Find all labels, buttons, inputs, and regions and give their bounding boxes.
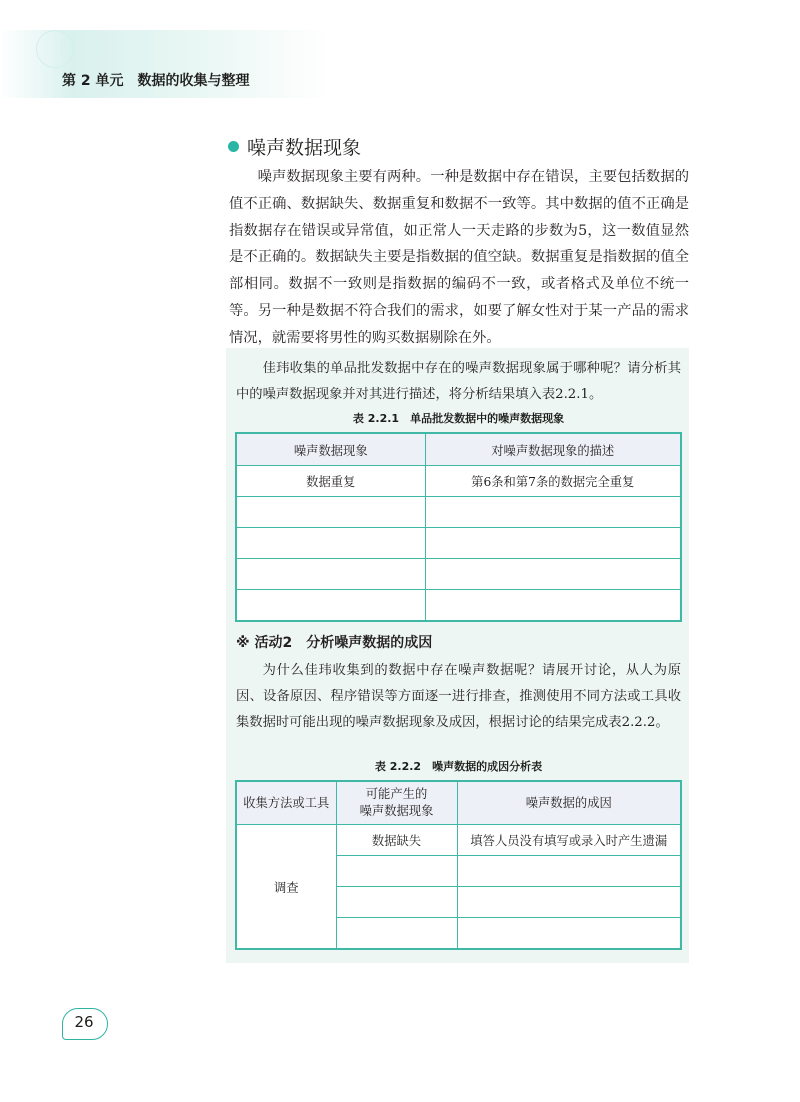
table-cell[interactable] [457, 856, 681, 887]
table-row [236, 528, 681, 559]
table-cell[interactable] [336, 887, 457, 918]
table-header-cell: 收集方法或工具 [236, 781, 336, 825]
table-cell[interactable] [425, 497, 681, 528]
decorative-circle-icon [60, 30, 98, 68]
table-cell[interactable] [236, 559, 425, 590]
activity2-body: 为什么佳玮收集到的数据中存在噪声数据呢？请展开讨论，从人为原因、设备原因、程序错误等方面逐一进行排查，推测使用不同方法或工具收集数据时可能出现的噪声数据现象及成因，根据讨论的结果完成表2.2.2。 [236, 663, 681, 730]
table-cell[interactable] [236, 528, 425, 559]
table-cell[interactable] [336, 856, 457, 887]
table-header-row [236, 433, 681, 466]
activity2-title: ※ 活动2 分析噪声数据的成因 [236, 635, 433, 651]
table-cell[interactable]: 填答人员没有填写或录入时产生遗漏 [457, 825, 681, 856]
table-header-cell: 噪声数据的成因 [457, 781, 681, 825]
table-cell[interactable]: 数据缺失 [336, 825, 457, 856]
table-cell[interactable] [425, 559, 681, 590]
table-cell[interactable] [336, 918, 457, 950]
table-noise-causes [235, 780, 682, 950]
bullet-dot-icon [228, 141, 239, 152]
section-body: 噪声数据现象主要有两种。一种是数据中存在错误，主要包括数据的值不正确、数据缺失、数据重复和数据不一致等。其中数据的值不正确是指数据存在错误或异常值，如正常人一天走路的步数为5，这一数值显然是不正确的。数据缺失主要是指数据的值空缺。数据重复是指数据的值全部相同。数据不一致则是指数据的编码不一致，或者格式及单位不统一等。另一种是数据不符合我们的需求，如要了解女性对于某一产品的需求情况，就需要将男性的购买数据剔除在外。 [229, 169, 689, 346]
table2-caption: 表 2.2.2 噪声数据的成因分析表 [374, 760, 543, 773]
unit-title: 数据的收集与整理 [137, 73, 250, 89]
table-cell[interactable] [236, 590, 425, 622]
activity-intro: 佳玮收集的单品批发数据中存在的噪声数据现象属于哪种呢？请分析其中的噪声数据现象并对其进行描述，将分析结果填入表2.2.1。 [236, 361, 681, 402]
table-header-cell: 可能产生的 噪声数据现象 [336, 781, 457, 825]
table-header-cell: 噪声数据现象 [236, 433, 425, 466]
table-noise-phenomena [235, 432, 682, 622]
table-cell[interactable] [236, 497, 425, 528]
page-number: 26 [74, 1013, 94, 1031]
table-cell[interactable] [425, 590, 681, 622]
table-header-row [236, 781, 681, 825]
table-cell[interactable]: 数据重复 [236, 466, 425, 497]
section-title: 噪声数据现象 [247, 137, 362, 159]
table-cell[interactable] [457, 918, 681, 950]
table-row [236, 590, 681, 622]
table-row [236, 497, 681, 528]
table-cell[interactable] [457, 887, 681, 918]
table1-caption: 表 2.2.1 单品批发数据中的噪声数据现象 [352, 412, 565, 425]
table-cell[interactable] [425, 528, 681, 559]
table-header-cell: 对噪声数据现象的描述 [425, 433, 681, 466]
unit-header [62, 70, 264, 90]
table-row [236, 825, 681, 856]
table-row [236, 559, 681, 590]
section-heading [228, 133, 361, 160]
table-cell-method[interactable]: 调查 [236, 825, 336, 950]
table-cell[interactable]: 第6条和第7条的数据完全重复 [425, 466, 681, 497]
table-row [236, 466, 681, 497]
unit-number: 第 2 单元 [62, 73, 124, 89]
